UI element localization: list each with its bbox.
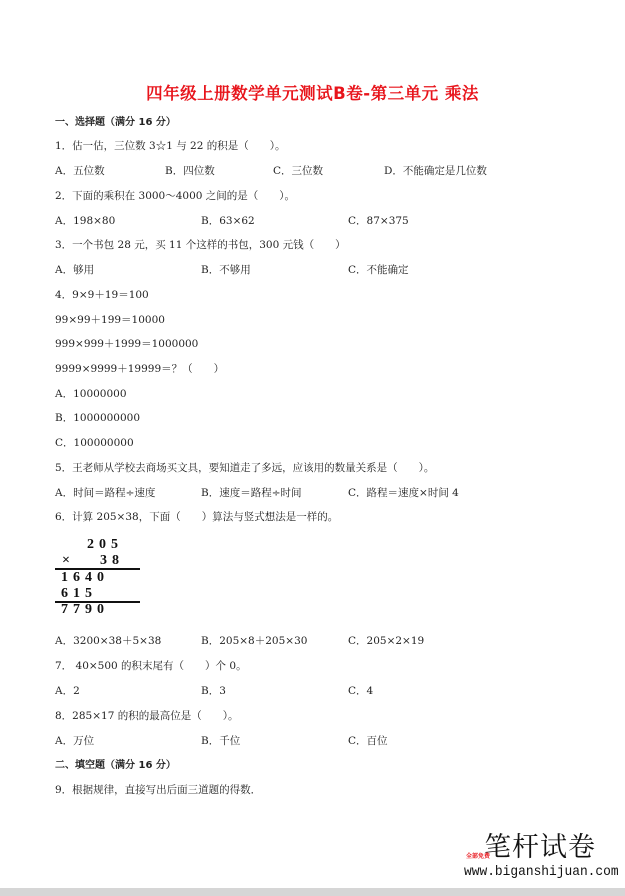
q1-option-d: D．不能确定是几位数: [384, 165, 487, 177]
q3-option-b: B．不够用: [201, 264, 251, 276]
question-1: 1．估一估，三位数 3☆1 与 22 的积是（ ）。: [55, 140, 286, 152]
q2-option-c: C．87×375: [348, 215, 409, 227]
q8-option-b: B．千位: [201, 735, 241, 747]
q5-option-b: B．速度＝路程÷时间: [201, 487, 302, 499]
calc-multiplicand: 205: [87, 537, 123, 552]
section-heading-fill: 二、填空题（满分 16 分）: [55, 760, 176, 771]
question-4-line-2: 99×99＋199＝10000: [55, 314, 165, 326]
q7-option-a: A．2: [55, 685, 80, 697]
q4-option-c: C．100000000: [55, 437, 134, 449]
watermark-free-tag: 全部免费: [466, 853, 491, 860]
question-8: 8．285×17 的积的最高位是（ ）。: [55, 710, 239, 722]
q6-option-c: C．205×2×19: [348, 635, 425, 647]
page-title: 四年级上册数学单元测试B卷-第三单元 乘法: [146, 84, 479, 103]
q5-option-c: C．路程＝速度×时间 4: [348, 487, 459, 499]
question-7: 7． 40×500 的积末尾有（ ）个 0。: [55, 660, 247, 672]
question-6: 6．计算 205×38，下面（ ）算法与竖式想法是一样的。: [55, 511, 339, 523]
calc-result: 7790: [61, 602, 109, 617]
question-2: 2．下面的乘积在 3000～4000 之间的是（ ）。: [55, 190, 296, 202]
q7-option-b: B．3: [201, 685, 226, 697]
vertical-multiplication: [55, 536, 145, 616]
calc-multiplier: 38: [100, 553, 124, 568]
q4-option-a: A．10000000: [55, 388, 127, 400]
q7-option-c: C．4: [348, 685, 374, 697]
q1-option-c: C．三位数: [273, 165, 324, 177]
q1-option-a: A．五位数: [55, 165, 105, 177]
q2-option-b: B．63×62: [201, 215, 255, 227]
question-5: 5．王老师从学校去商场买文具，要知道走了多远，应该用的数量关系是（ ）。: [55, 462, 435, 474]
question-4-line-4: 9999×9999＋19999＝？（ ）: [55, 363, 225, 375]
q6-option-b: B．205×8＋205×30: [201, 635, 308, 647]
q5-option-a: A．时间＝路程÷速度: [55, 487, 156, 499]
calc-partial-1: 1640: [61, 570, 109, 585]
watermark-url: www.biganshijuan.com: [464, 864, 619, 880]
bottom-scroll-bar: [0, 888, 625, 896]
q2-option-a: A．198×80: [55, 215, 116, 227]
question-9: 9．根据规律，直接写出后面三道题的得数．: [55, 784, 262, 796]
calc-partial-2: 615: [61, 586, 97, 601]
watermark-logo: [462, 832, 622, 888]
q3-option-a: A．够用: [55, 264, 95, 276]
q4-option-b: B．1000000000: [55, 412, 141, 424]
question-4-line-3: 999×999＋1999＝1000000: [55, 338, 199, 350]
section-heading-choice: 一、选择题（满分 16 分）: [55, 117, 176, 128]
question-3: 3．一个书包 28 元，买 11 个这样的书包，300 元钱（ ）: [55, 239, 346, 251]
watermark-brand: 笔杆试卷: [484, 832, 596, 863]
q1-option-b: B．四位数: [165, 165, 215, 177]
calc-times-sign: ×: [62, 553, 75, 568]
q8-option-c: C．百位: [348, 735, 388, 747]
question-4-line-1: 4．9×9＋19＝100: [55, 289, 149, 301]
q6-option-a: A．3200×38＋5×38: [55, 635, 162, 647]
q3-option-c: C．不能确定: [348, 264, 409, 276]
q8-option-a: A．万位: [55, 735, 95, 747]
